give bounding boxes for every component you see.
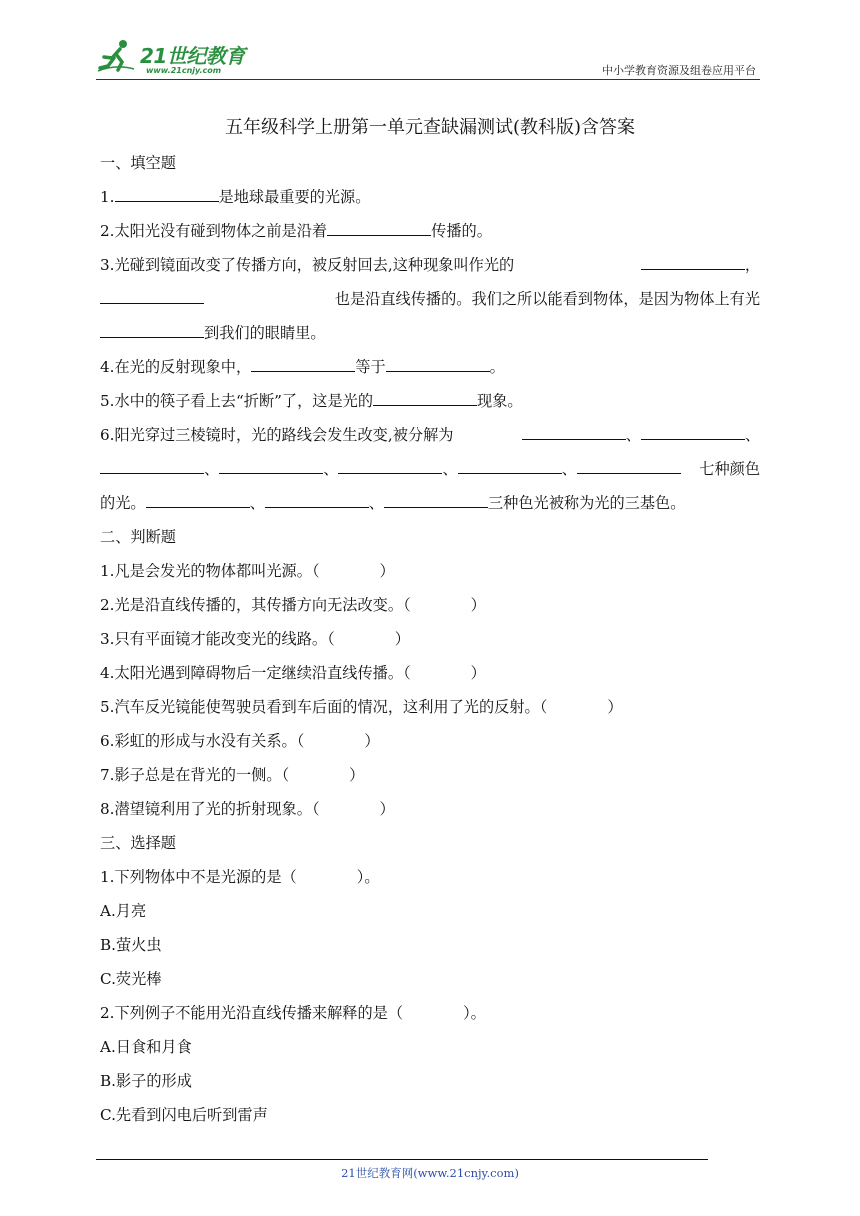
answer-blank[interactable]	[641, 254, 745, 270]
answer-blank[interactable]	[219, 458, 323, 474]
fill-question-4: 4.在光的反射现象中， 等于 。	[100, 358, 505, 376]
answer-blank[interactable]	[115, 186, 219, 202]
logo-title: 21世纪教育	[140, 44, 245, 68]
answer-blank[interactable]	[458, 458, 562, 474]
answer-blank[interactable]	[522, 424, 626, 440]
choice-option[interactable]: A.月亮	[100, 902, 147, 920]
choice-option[interactable]: B.影子的形成	[100, 1072, 192, 1090]
answer-blank[interactable]	[265, 492, 369, 508]
fill-question-1: 1. 是地球最重要的光源。	[100, 188, 371, 206]
answer-blank[interactable]	[100, 288, 204, 304]
choice-question-1: 1.下列物体中不是光源的是（ ）。	[100, 868, 380, 886]
answer-blank[interactable]	[641, 424, 745, 440]
fill-question-3-line-2: 也是沿直线传播的。我们之所以能看到物体，是因为物体上有光	[100, 284, 760, 318]
answer-blank[interactable]	[327, 220, 431, 236]
choice-option[interactable]: A.日食和月食	[100, 1038, 192, 1056]
fill-question-6-line-2: 、 、 、 、 七种颜色	[100, 454, 760, 488]
page-title: 五年级科学上册第一单元查缺漏测试(教科版)含答案	[224, 117, 636, 138]
judge-question-1: 1.凡是会发光的物体都叫光源。（ ）	[100, 562, 395, 580]
judge-question-3: 3.只有平面镜才能改变光的线路。（ ）	[100, 630, 410, 648]
answer-blank[interactable]	[386, 356, 490, 372]
header-divider	[96, 79, 760, 80]
footer-divider	[96, 1159, 708, 1160]
choice-option[interactable]: C.先看到闪电后听到雷声	[100, 1106, 268, 1124]
choice-option[interactable]: B.萤火虫	[100, 936, 162, 954]
answer-blank[interactable]	[100, 458, 204, 474]
fill-question-2: 2.太阳光没有碰到物体之前是沿着 传播的。	[100, 222, 492, 240]
exam-content	[100, 148, 760, 1134]
answer-blank[interactable]	[338, 458, 442, 474]
judge-question-7: 7.影子总是在背光的一侧。（ ）	[100, 766, 365, 784]
fill-question-6-line-3: 的光。 、 、 三种色光被称为光的三基色。	[100, 494, 686, 512]
answer-blank[interactable]	[100, 322, 204, 338]
fill-question-6: 6.阳光穿过三棱镜时，光的路线会发生改变,被分解为 、 、	[100, 426, 760, 444]
fill-question-5: 5.水中的筷子看上去“折断”了，这是光的 现象。	[100, 392, 523, 410]
judge-question-4: 4.太阳光遇到障碍物后一定继续沿直线传播。（ ）	[100, 664, 486, 682]
answer-blank[interactable]	[577, 458, 681, 474]
choice-question-2: 2.下列例子不能用光沿直线传播来解释的是（ ）。	[100, 1004, 486, 1022]
section-heading: 三、选择题	[100, 834, 176, 852]
choice-option[interactable]: C.荧光棒	[100, 970, 162, 988]
page-header	[96, 30, 760, 80]
judge-question-8: 8.潜望镜利用了光的折射现象。（ ）	[100, 800, 395, 818]
fill-question-3-line-3: 到我们的眼睛里。	[100, 318, 760, 352]
platform-name: 中小学教育资源及组卷应用平台	[602, 64, 756, 77]
logo	[96, 36, 266, 76]
judge-question-6: 6.彩虹的形成与水没有关系。（ ）	[100, 732, 380, 750]
logo-url: www.21cnjy.com	[146, 66, 222, 75]
judge-question-5: 5.汽车反光镜能使驾驶员看到车后面的情况，这利用了光的反射。（ ）	[100, 698, 623, 716]
page-footer[interactable]: 21世纪教育网(www.21cnjy.com)	[341, 1166, 519, 1180]
judge-question-2: 2.光是沿直线传播的，其传播方向无法改变。（ ）	[100, 596, 486, 614]
answer-blank[interactable]	[373, 390, 477, 406]
answer-blank[interactable]	[251, 356, 355, 372]
section-heading: 一、填空题	[100, 154, 176, 172]
runner-logo-icon	[96, 38, 136, 74]
section-heading: 二、判断题	[100, 528, 176, 546]
answer-blank[interactable]	[146, 492, 250, 508]
fill-question-3: 3.光碰到镜面改变了传播方向，被反射回去,这种现象叫作光的 ，	[100, 256, 760, 274]
answer-blank[interactable]	[384, 492, 488, 508]
